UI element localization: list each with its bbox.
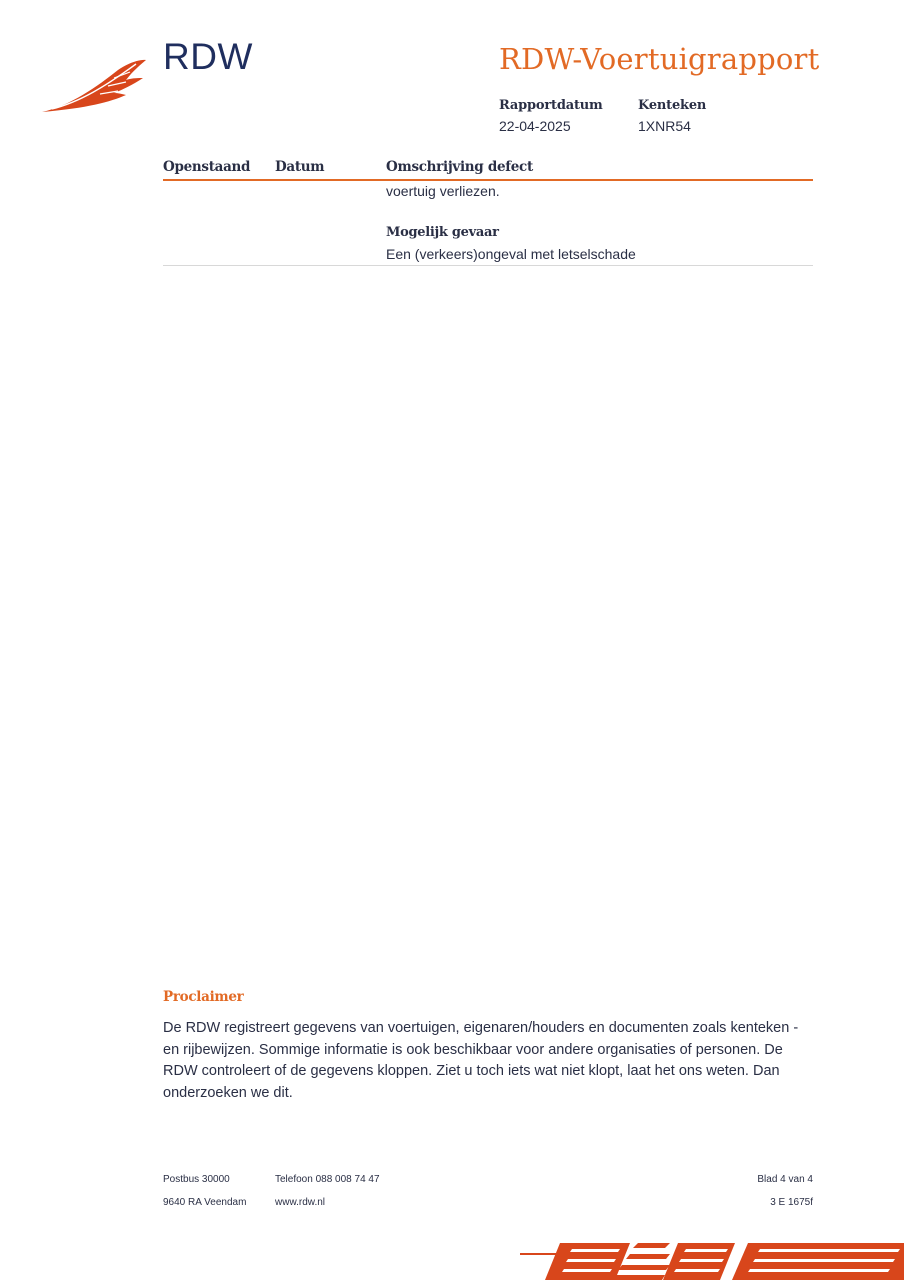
footer-phone: Telefoon 088 008 74 47 [275,1174,380,1185]
defect-description-continued: voertuig verliezen. [386,183,500,199]
table-header-divider [163,179,813,181]
plate-label: Kenteken [638,98,707,113]
report-date-value: 22-04-2025 [499,118,571,134]
footer-page-number: Blad 4 van 4 [757,1174,813,1185]
report-date-label: Rapportdatum [499,98,603,113]
disclaimer-title: Proclaimer [163,989,244,1005]
footer-postbus: Postbus 30000 [163,1174,230,1185]
danger-value: Een (verkeers)ongeval met letselschade [386,246,636,262]
danger-label: Mogelijk gevaar [386,225,499,240]
footer-document-code: 3 E 1675f [770,1197,813,1208]
column-header-openstaand: Openstaand [163,159,251,175]
plate-value: 1XNR54 [638,118,691,134]
table-row-divider [163,265,813,266]
disclaimer-body: De RDW registreert gegevens van voertuigen, eigenaren/houders en documenten zoals kenteken - en rijbewijzen. Sommige informatie is ook beschikbaar voor andere organisaties of personen. De RDW controleert of de gegevens kloppen. Ziet u toch iets wat niet klopt, laat het ons weten. Dan onderzoeken we dit. [163,1020,799,1101]
rdw-feather-logo-icon [40,56,150,116]
footer-website[interactable]: www.rdw.nl [275,1197,326,1208]
brand-name: RDW [163,36,253,77]
footer-city: 9640 RA Veendam [163,1197,247,1208]
document-title: RDW-Voertuigrapport [499,42,820,76]
column-header-omschrijving: Omschrijving defect [386,159,533,175]
column-header-datum: Datum [275,159,325,175]
rdw-speed-stripes-icon [520,1243,904,1280]
